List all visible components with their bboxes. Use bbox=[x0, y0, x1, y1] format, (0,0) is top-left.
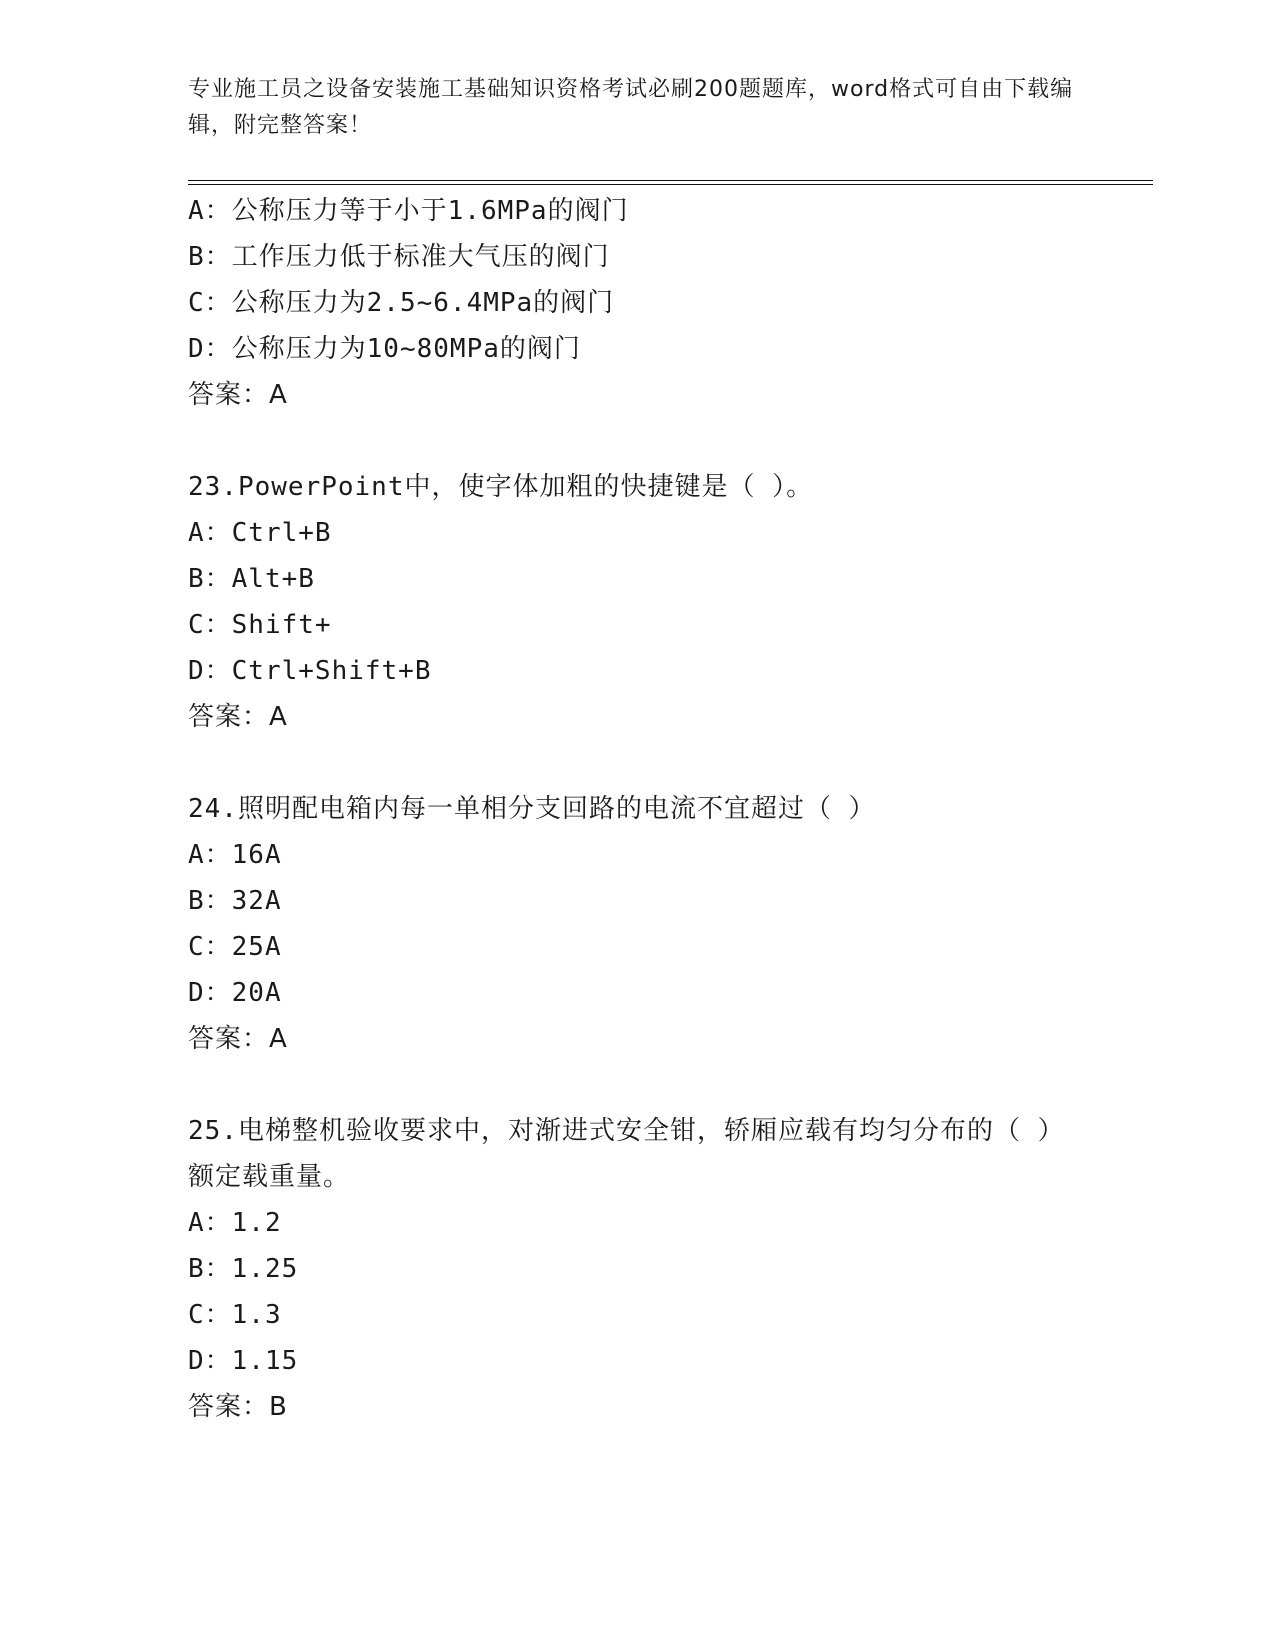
option-b: B：工作压力低于标准大气压的阀门 bbox=[188, 242, 610, 272]
question-content bbox=[188, 188, 1088, 1430]
header-divider-top bbox=[188, 180, 1153, 181]
question-stem: 25.电梯整机验收要求中，对渐进式安全钳，轿厢应载有均匀分布的（ ）额定载重量。 bbox=[188, 1116, 1065, 1192]
option-c: C：公称压力为2.5~6.4MPa的阀门 bbox=[188, 288, 615, 318]
option-d: D：公称压力为10~80MPa的阀门 bbox=[188, 334, 581, 364]
question-stem: 23.PowerPoint中，使字体加粗的快捷键是（ ）。 bbox=[188, 472, 814, 502]
spacer bbox=[188, 1062, 1088, 1108]
document-header: 专业施工员之设备安装施工基础知识资格考试必刷200题题库，word格式可自由下载编辑，附完整答案！ bbox=[188, 77, 1074, 138]
option-c: C：Shift+ bbox=[188, 610, 332, 640]
answer-line: 答案：A bbox=[188, 380, 288, 410]
answer-line: 答案：B bbox=[188, 1392, 288, 1422]
prev-question-block bbox=[188, 188, 1088, 418]
spacer bbox=[188, 418, 1088, 464]
question-24-block bbox=[188, 786, 1088, 1062]
question-stem: 24.照明配电箱内每一单相分支回路的电流不宜超过（ ） bbox=[188, 794, 876, 824]
option-b: B：Alt+B bbox=[188, 564, 315, 594]
option-a: A：公称压力等于小于1.6MPa的阀门 bbox=[188, 196, 629, 226]
option-b: B：1.25 bbox=[188, 1254, 299, 1284]
option-a: A：16A bbox=[188, 840, 282, 870]
option-c: C：1.3 bbox=[188, 1300, 282, 1330]
option-d: D：20A bbox=[188, 978, 282, 1008]
question-23-block bbox=[188, 464, 1088, 740]
option-c: C：25A bbox=[188, 932, 282, 962]
spacer bbox=[188, 740, 1088, 786]
answer-line: 答案：A bbox=[188, 1024, 288, 1054]
header-divider-bottom bbox=[188, 184, 1153, 185]
option-d: D：1.15 bbox=[188, 1346, 299, 1376]
option-d: D：Ctrl+Shift+B bbox=[188, 656, 432, 686]
question-25-block bbox=[188, 1108, 1088, 1430]
answer-line: 答案：A bbox=[188, 702, 288, 732]
option-b: B：32A bbox=[188, 886, 282, 916]
option-a: A：1.2 bbox=[188, 1208, 282, 1238]
option-a: A：Ctrl+B bbox=[188, 518, 332, 548]
